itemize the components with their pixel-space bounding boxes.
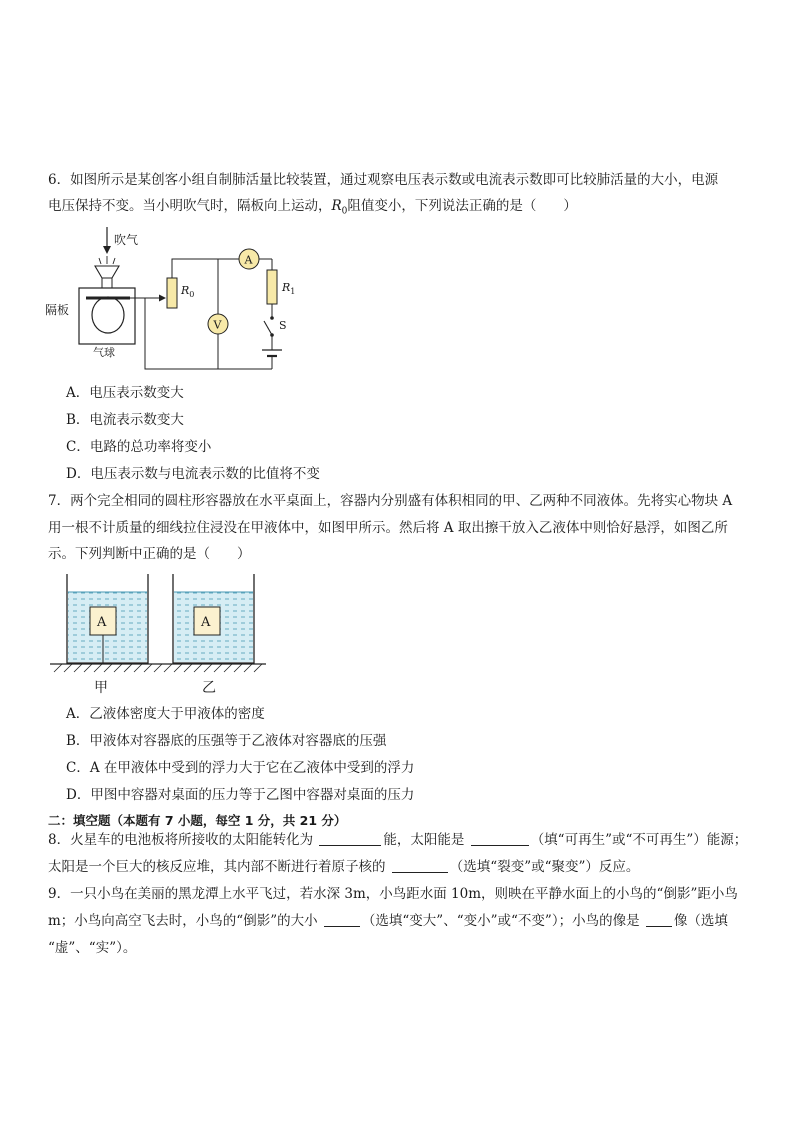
q8-blank-1[interactable] [319,831,381,846]
q6-r0-subscript: 0 [341,206,348,217]
q6-option-b[interactable]: B．电流表示数变大 [66,412,184,428]
q8-line1 [48,830,747,850]
q8-l1-c: （填“可再生”或“不可再生”）能源； [530,832,748,848]
q7-option-d[interactable]: D．甲图中容器对桌面的压力等于乙图中容器对桌面的压力 [66,787,415,803]
q6-option-d[interactable]: D．电压表示数与电流表示数的比值将不变 [66,466,320,482]
q8-blank-3[interactable] [392,858,448,873]
q6-stem-line1: 6．如图所示是某创客小组自制肺活量比较装置，通过观察电压表示数或电流表示数即可比较肺活量的大小，电源 [48,172,719,188]
q6-stem-line2 [48,196,577,222]
q6-circuit-figure [40,222,300,372]
q7-stem-line3: 示。下列判断中正确的是（ ） [48,546,251,562]
q9-l2-a: m；小鸟向高空飞去时，小鸟的“倒影”的大小 [48,913,318,929]
q6-r0-symbol: R [331,198,342,214]
r0-label: $R_0$ [181,284,195,299]
q9-line3: “虚”、“实”）。 [48,940,137,956]
svg-text:A: A [97,615,107,630]
q7-containers-figure [48,572,270,697]
q7-option-a[interactable]: A．乙液体密度大于甲液体的密度 [66,706,265,722]
q6-stem-line2-b: 阻值变小，下列说法正确的是（ ） [347,198,577,214]
q9-line1: 9．一只小鸟在美丽的黑龙潭上水平飞过，若水深 3m，小鸟距水面 10m，则映在平静水面上的小鸟的“倒影”距小鸟 [48,886,738,902]
balloon-label: 气球 [93,346,115,359]
r1-resistor [267,270,277,304]
q6-stem-line2-a: 电压保持不变。当小明吹气时，隔板向上运动， [48,198,332,214]
q8-l2-b: （选填“裂变”或“聚变”）反应。 [449,859,640,875]
svg-text:V: V [213,318,222,332]
partition-label: 隔板 [45,303,70,317]
wire-top [172,259,239,278]
q9-blank-3[interactable] [646,912,672,927]
blow-label: 吹气 [114,233,139,247]
svg-text:A: A [244,253,253,267]
blow-arrowhead [103,246,111,254]
switch [264,321,272,335]
q7-option-b[interactable]: B．甲液体对容器底的压强等于乙液体对容器底的压强 [66,733,387,749]
q7-option-c[interactable]: C．A 在甲液体中受到的浮力大于它在乙液体中受到的浮力 [66,760,415,776]
q9-l2-b: （选填“变大”、“变小”或“不变”）；小鸟的像是 [361,913,640,929]
q8-l2-a: 太阳是一个巨大的核反应堆，其内部不断进行着原子核的 [48,859,386,875]
q8-l1-a: 8．火星车的电池板将所接收的太阳能转化为 [48,832,314,848]
funnel [95,266,119,278]
caption-yi: 乙 [202,680,216,696]
section-2-title: 二：填空题（本题有 7 小题，每空 1 分，共 21 分） [48,813,347,828]
r0-resistor [167,278,177,308]
r1-label: $R_1$ [282,281,296,296]
switch-label: S [279,319,287,332]
svg-text:A: A [201,615,211,630]
q9-line2 [48,911,728,931]
q6-option-a[interactable]: A．电压表示数变大 [66,385,184,401]
q9-blank-2[interactable] [324,912,360,927]
wire-bottom [145,298,272,369]
q8-line2 [48,857,639,877]
q9-l2-c: 像（选填 [673,913,728,929]
q6-option-c[interactable]: C．电路的总功率将变小 [66,439,212,455]
q7-stem-line1: 7．两个完全相同的圆柱形容器放在水平桌面上，容器内分别盛有体积相同的甲、乙两种不同液体。先将实心物块 A [48,493,733,509]
caption-jia: 甲 [94,680,108,696]
balloon [92,297,124,333]
q8-l1-b: 能，太阳能是 [383,832,465,848]
q8-blank-2[interactable] [471,831,529,846]
q7-stem-line2: 用一根不计质量的细线拉住浸没在甲液体中，如图甲所示。然后将 A 取出擦干放入乙液体中则恰好悬浮，如图乙所 [48,520,728,536]
